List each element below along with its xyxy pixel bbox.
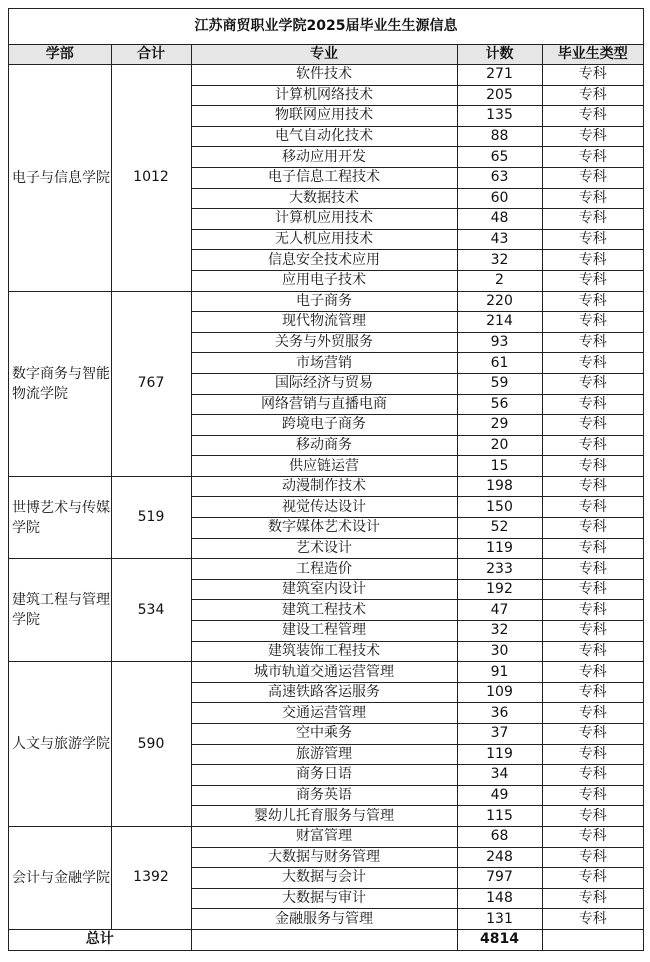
- major-count: 119: [457, 538, 542, 559]
- major-name: 国际经济与贸易: [191, 373, 457, 394]
- table-row: [9, 826, 643, 847]
- table-body: [9, 65, 643, 930]
- grand-total-type: [542, 929, 643, 949]
- department-name: 数字商务与智能物流学院: [9, 291, 111, 476]
- major-name: 大数据技术: [191, 188, 457, 209]
- graduate-type: 专科: [542, 682, 643, 703]
- major-name: 信息安全技术应用: [191, 250, 457, 271]
- major-count: 63: [457, 167, 542, 188]
- graduate-type: 专科: [542, 518, 643, 539]
- graduate-type: 专科: [542, 65, 643, 86]
- major-name: 移动商务: [191, 435, 457, 456]
- department-total: 519: [111, 476, 191, 558]
- graduate-type: 专科: [542, 147, 643, 168]
- graduate-type: 专科: [542, 435, 643, 456]
- graduate-table: [9, 45, 643, 950]
- graduate-type: 专科: [542, 621, 643, 642]
- major-name: 大数据与会计: [191, 868, 457, 889]
- department-name: 世博艺术与传媒学院: [9, 476, 111, 558]
- major-count: 20: [457, 435, 542, 456]
- major-count: 59: [457, 373, 542, 394]
- major-count: 91: [457, 662, 542, 683]
- major-count: 43: [457, 229, 542, 250]
- major-name: 计算机网络技术: [191, 85, 457, 106]
- graduate-type: 专科: [542, 332, 643, 353]
- major-count: 797: [457, 868, 542, 889]
- table-row: [9, 65, 643, 86]
- graduate-type: 专科: [542, 806, 643, 827]
- department-name: 建筑工程与管理学院: [9, 559, 111, 662]
- grand-total-label: 总计: [9, 929, 191, 949]
- major-name: 财富管理: [191, 826, 457, 847]
- major-count: 37: [457, 724, 542, 745]
- major-name: 计算机应用技术: [191, 209, 457, 230]
- department-total: 767: [111, 291, 191, 476]
- grand-total-count: 4814: [457, 929, 542, 949]
- department-name: 人文与旅游学院: [9, 662, 111, 827]
- graduate-type: 专科: [542, 909, 643, 930]
- graduate-type: 专科: [542, 373, 643, 394]
- major-name: 无人机应用技术: [191, 229, 457, 250]
- graduate-type: 专科: [542, 250, 643, 271]
- major-count: 271: [457, 65, 542, 86]
- department-name: 电子与信息学院: [9, 65, 111, 292]
- graduate-type: 专科: [542, 559, 643, 580]
- major-name: 工程造价: [191, 559, 457, 580]
- header-department: 学部: [9, 45, 111, 65]
- department-total: 1012: [111, 65, 191, 292]
- major-count: 56: [457, 394, 542, 415]
- major-name: 大数据与审计: [191, 888, 457, 909]
- major-name: 商务英语: [191, 785, 457, 806]
- graduate-type: 专科: [542, 85, 643, 106]
- table-row: [9, 559, 643, 580]
- major-count: 115: [457, 806, 542, 827]
- graduate-type: 专科: [542, 291, 643, 312]
- major-name: 网络营销与直播电商: [191, 394, 457, 415]
- graduate-type: 专科: [542, 415, 643, 436]
- major-count: 34: [457, 765, 542, 786]
- major-count: 214: [457, 312, 542, 333]
- header-count: 计数: [457, 45, 542, 65]
- department-name: 会计与金融学院: [9, 826, 111, 929]
- major-name: 建筑装饰工程技术: [191, 641, 457, 662]
- graduate-type: 专科: [542, 662, 643, 683]
- major-count: 150: [457, 497, 542, 518]
- graduate-type: 专科: [542, 600, 643, 621]
- graduate-type: 专科: [542, 209, 643, 230]
- department-total: 590: [111, 662, 191, 827]
- header-total: 合计: [111, 45, 191, 65]
- major-count: 131: [457, 909, 542, 930]
- major-count: 192: [457, 579, 542, 600]
- graduate-type: 专科: [542, 126, 643, 147]
- major-count: 220: [457, 291, 542, 312]
- major-name: 移动应用开发: [191, 147, 457, 168]
- major-count: 233: [457, 559, 542, 580]
- major-name: 交通运营管理: [191, 703, 457, 724]
- major-count: 48: [457, 209, 542, 230]
- graduate-type: 专科: [542, 579, 643, 600]
- graduate-type: 专科: [542, 826, 643, 847]
- graduate-type: 专科: [542, 868, 643, 889]
- header-major: 专业: [191, 45, 457, 65]
- major-name: 婴幼儿托育服务与管理: [191, 806, 457, 827]
- total-row: [9, 929, 643, 949]
- major-count: 32: [457, 621, 542, 642]
- major-count: 30: [457, 641, 542, 662]
- header-row: [9, 45, 643, 65]
- graduate-type: 专科: [542, 167, 643, 188]
- graduate-type: 专科: [542, 229, 643, 250]
- major-name: 建筑工程技术: [191, 600, 457, 621]
- major-count: 68: [457, 826, 542, 847]
- major-count: 2: [457, 270, 542, 291]
- header-type: 毕业生类型: [542, 45, 643, 65]
- major-count: 205: [457, 85, 542, 106]
- major-name: 电子信息工程技术: [191, 167, 457, 188]
- major-name: 供应链运营: [191, 456, 457, 477]
- graduate-type: 专科: [542, 188, 643, 209]
- graduate-type: 专科: [542, 394, 643, 415]
- major-count: 88: [457, 126, 542, 147]
- graduate-type: 专科: [542, 641, 643, 662]
- major-name: 数字媒体艺术设计: [191, 518, 457, 539]
- major-count: 52: [457, 518, 542, 539]
- major-name: 物联网应用技术: [191, 106, 457, 127]
- major-count: 109: [457, 682, 542, 703]
- major-name: 市场营销: [191, 353, 457, 374]
- major-name: 建设工程管理: [191, 621, 457, 642]
- major-name: 金融服务与管理: [191, 909, 457, 930]
- major-count: 135: [457, 106, 542, 127]
- major-name: 跨境电子商务: [191, 415, 457, 436]
- department-total: 1392: [111, 826, 191, 929]
- graduate-type: 专科: [542, 106, 643, 127]
- graduate-type: 专科: [542, 765, 643, 786]
- major-count: 65: [457, 147, 542, 168]
- table-row: [9, 291, 643, 312]
- major-name: 旅游管理: [191, 744, 457, 765]
- major-count: 93: [457, 332, 542, 353]
- graduate-type: 专科: [542, 456, 643, 477]
- major-name: 软件技术: [191, 65, 457, 86]
- graduate-type: 专科: [542, 744, 643, 765]
- major-name: 现代物流管理: [191, 312, 457, 333]
- graduate-type: 专科: [542, 353, 643, 374]
- major-name: 商务日语: [191, 765, 457, 786]
- major-name: 艺术设计: [191, 538, 457, 559]
- major-count: 32: [457, 250, 542, 271]
- graduate-type: 专科: [542, 847, 643, 868]
- graduate-type: 专科: [542, 888, 643, 909]
- major-name: 动漫制作技术: [191, 476, 457, 497]
- major-count: 47: [457, 600, 542, 621]
- major-name: 空中乘务: [191, 724, 457, 745]
- major-name: 建筑室内设计: [191, 579, 457, 600]
- major-name: 应用电子技术: [191, 270, 457, 291]
- major-name: 高速铁路客运服务: [191, 682, 457, 703]
- major-name: 大数据与财务管理: [191, 847, 457, 868]
- graduate-type: 专科: [542, 538, 643, 559]
- graduate-type: 专科: [542, 785, 643, 806]
- major-name: 关务与外贸服务: [191, 332, 457, 353]
- graduate-type: 专科: [542, 476, 643, 497]
- graduate-type: 专科: [542, 497, 643, 518]
- table-row: [9, 662, 643, 683]
- major-count: 29: [457, 415, 542, 436]
- major-count: 148: [457, 888, 542, 909]
- department-total: 534: [111, 559, 191, 662]
- graduate-type: 专科: [542, 724, 643, 745]
- major-name: 电子商务: [191, 291, 457, 312]
- graduate-type: 专科: [542, 703, 643, 724]
- major-name: 视觉传达设计: [191, 497, 457, 518]
- graduate-type: 专科: [542, 312, 643, 333]
- data-sheet: [8, 8, 644, 951]
- major-count: 248: [457, 847, 542, 868]
- major-count: 15: [457, 456, 542, 477]
- table-row: [9, 476, 643, 497]
- major-count: 36: [457, 703, 542, 724]
- grand-total-empty: [191, 929, 457, 949]
- major-count: 119: [457, 744, 542, 765]
- graduate-type: 专科: [542, 270, 643, 291]
- major-count: 60: [457, 188, 542, 209]
- major-count: 198: [457, 476, 542, 497]
- major-name: 电气自动化技术: [191, 126, 457, 147]
- major-count: 49: [457, 785, 542, 806]
- major-name: 城市轨道交通运营管理: [191, 662, 457, 683]
- major-count: 61: [457, 353, 542, 374]
- sheet-title: 江苏商贸职业学院2025届毕业生生源信息: [9, 9, 643, 45]
